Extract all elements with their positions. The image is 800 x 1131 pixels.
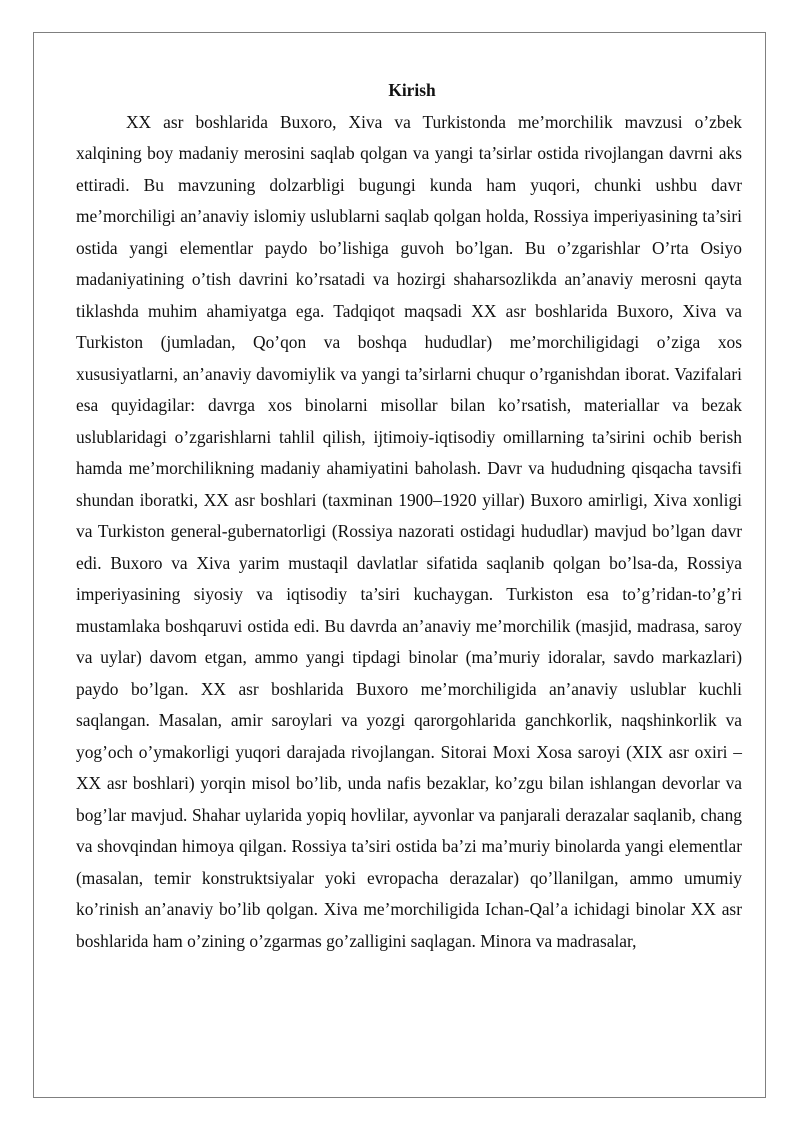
document-content	[76, 75, 742, 957]
body-paragraph: XX asr boshlarida Buxoro, Xiva va Turkistonda me’morchilik mavzusi o’zbek xalqining boy madaniy merosini saqlab qolgan va yangi ta’sirlar ostida rivojlangan davrni aks ettiradi. Bu mavzuning dolzarbligi bugungi kunda ham yuqori, chunki ushbu davr me’morchiligi an’anaviy islomiy uslublarni saqlab qolgan holda, Rossiya imperiyasining ta’siri ostida yangi elementlar paydo bo’lishiga guvoh bo’lgan. Bu o’zgarishlar O’rta Osiyo madaniyatining o’tish davrini ko’rsatadi va hozirgi shaharsozlikda an’anaviy merosni qayta tiklashda muhim ahamiyatga ega. Tadqiqot maqsadi XX asr boshlarida Buxoro, Xiva va Turkiston (jumladan, Qo’qon va boshqa hududlar) me’morchiligidagi o’ziga xos xususiyatlarni, an’anaviy davomiylik va yangi ta’sirlarni chuqur o’rganishdan iborat. Vazifalari esa quyidagilar: davrga xos binolarni misollar bilan ko’rsatish, materiallar va bezak uslublaridagi o’zgarishlarni tahlil qilish, ijtimoiy-iqtisodiy omillarning ta’sirini ochib berish hamda me’morchilikning madaniy ahamiyatini baholash. Davr va hududning qisqacha tavsifi shundan iboratki, XX asr boshlari (taxminan 1900–1920 yillar) Buxoro amirligi, Xiva xonligi va Turkiston general-gubernatorligi (Rossiya nazorati ostidagi hududlar) mavjud bo’lgan davr edi. Buxoro va Xiva yarim mustaqil davlatlar sifatida saqlanib qolgan bo’lsa-da, Rossiya imperiyasining siyosiy va iqtisodiy ta’siri kuchaygan. Turkiston esa to’g’ridan-to’g’ri mustamlaka boshqaruvi ostida edi. Bu davrda an’anaviy me’morchilik (masjid, madrasa, saroy va uylar) davom etgan, ammo yangi tipdagi binolar (ma’muriy idoralar, savdo markazlari) paydo bo’lgan. XX asr boshlarida Buxoro me’morchiligida an’anaviy uslublar kuchli saqlangan. Masalan, amir saroylari va yozgi qarorgohlarida ganchkorlik, naqshinkorlik va yog’och o’ymakorligi yuqori darajada rivojlangan. Sitorai Moxi Xosa saroyi (XIX asr oxiri – XX asr boshlari) yorqin misol bo’lib, unda nafis bezaklar, ko’zgu bilan ishlangan devorlar va bog’lar mavjud. Shahar uylarida yopiq hovlilar, ayvonlar va panjarali derazalar saqlanib, chang va shovqindan himoya qilgan. Rossiya ta’siri ostida ba’zi ma’muriy binolarda yangi elementlar (masalan, temir konstruktsiyalar yoki evropacha derazalar) qo’llanilgan, ammo umumiy ko’rinish an’anaviy bo’lib qolgan. Xiva me’morchiligida Ichan-Qal’a ichidagi binolar XX asr boshlarida ham o’zining o’zgarmas go’zalligini saqlagan. Minora va madrasalar,	[76, 111, 742, 951]
document-title: Kirish	[388, 80, 436, 100]
